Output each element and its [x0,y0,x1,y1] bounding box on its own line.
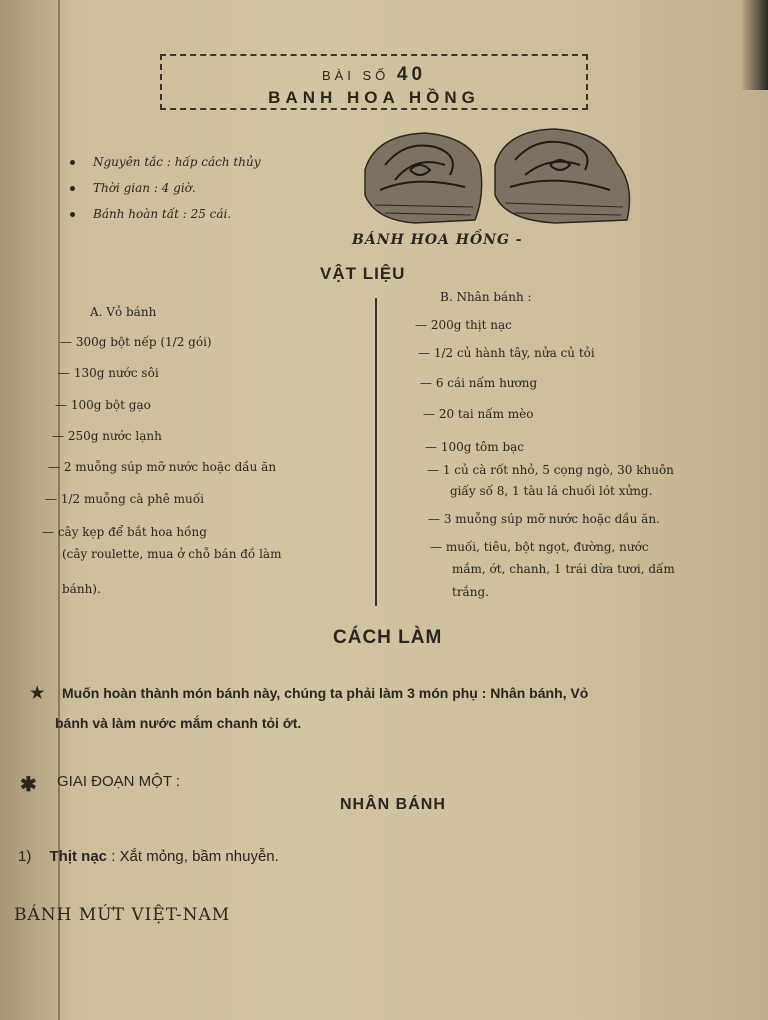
col-b-item: — 200g thịt nạc [415,318,512,332]
rose-cake-illustration [355,125,645,230]
col-b-item: — 1/2 củ hành tây, nửa củ tỏi [418,346,595,360]
col-b-heading: B. Nhân bánh : [440,290,532,304]
materials-heading: VẬT LIỆU [320,264,406,283]
info-item: Bánh hoàn tất : 25 cái. [70,207,231,221]
col-b-item: — muối, tiêu, bột ngọt, đường, nước [430,540,649,554]
lesson-title: BANH HOA HỒNG [268,88,480,107]
asterisk-icon: ✱ [20,774,37,796]
bullet-icon [70,186,75,191]
col-b-item: trắng. [452,585,489,599]
col-a-item: — cây kẹp để bắt hoa hồng [42,525,207,539]
col-b-item: mắm, ớt, chanh, 1 trái dừa tươi, dấm [452,562,675,576]
intro-line: bánh và làm nước mắm chanh tỏi ớt. [55,715,302,731]
star-icon: ★ [30,685,45,702]
col-a-item: (cây roulette, mua ở chỗ bán đồ làm [62,547,282,561]
intro-line: Muốn hoàn thành món bánh này, chúng ta phải làm 3 món phụ : Nhân bánh, Vỏ [62,685,589,701]
lesson-number: BÀI SỐ 40 [321,64,427,85]
step-text: : Xắt mỏng, bầm nhuyễn. [111,848,279,865]
step-number: 1) [18,848,32,865]
stage-subheading: NHÂN BÁNH [340,796,446,813]
lesson-title-box [160,54,588,110]
bullet-icon [70,212,75,217]
footer-title: BÁNH MỨT VIỆT-NAM [14,905,231,925]
method-heading: CÁCH LÀM [333,627,443,648]
col-b-item: — 6 cái nấm hương [420,376,538,390]
col-b-item: — 3 muỗng súp mỡ nước hoặc dầu ăn. [428,512,660,526]
col-a-item: bánh). [62,582,101,596]
col-a-item: — 1/2 muỗng cà phê muối [45,492,204,506]
info-item: Thời gian : 4 giờ. [70,181,196,195]
step-1 [18,843,279,870]
bullet-icon [70,160,75,165]
column-divider [375,298,377,606]
col-a-item: — 2 muỗng súp mỡ nước hoặc dầu ăn [48,460,277,474]
col-b-item: — 100g tôm bạc [425,440,525,454]
col-a-heading: A. Vỏ bánh [90,305,157,319]
col-b-item: — 20 tai nấm mèo [423,407,534,421]
col-a-item: — 250g nước lạnh [52,429,162,443]
col-a-item: — 130g nước sôi [58,366,159,380]
illustration-caption: BÁNH HOA HỒNG - [352,232,523,248]
col-b-item: — 1 củ cà rốt nhỏ, 5 cọng ngò, 30 khuôn [427,463,674,477]
stage-label: GIAI ĐOẠN MỘT : [57,773,181,790]
col-b-item: giấy số 8, 1 tàu lá chuối lót xửng. [450,484,653,498]
step-label: Thịt nạc [49,848,108,865]
info-item: Nguyên tắc : hấp cách thủy [70,155,260,169]
col-a-item: — 100g bột gạo [55,398,151,412]
page-corner-shadow [742,0,768,90]
col-a-item: — 300g bột nếp (1/2 gói) [60,335,212,349]
